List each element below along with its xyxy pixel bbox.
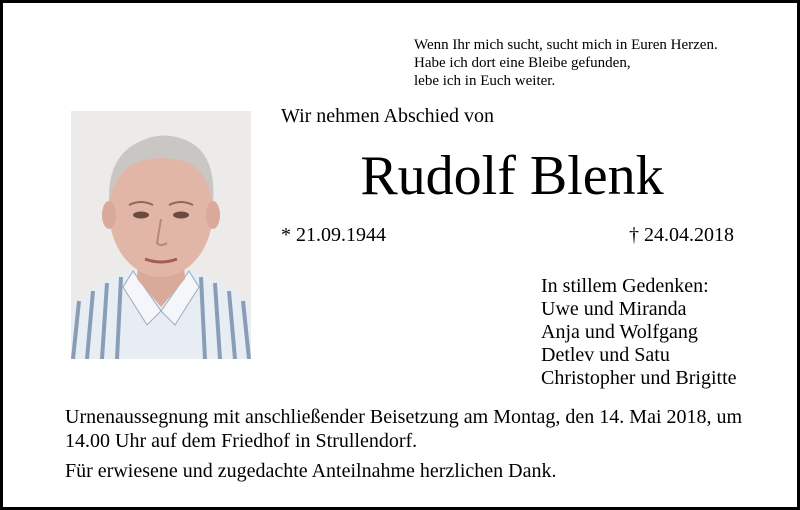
birth-date: * 21.09.1944 — [281, 224, 386, 246]
mourners-list — [541, 275, 737, 390]
death-date: † 24.04.2018 — [629, 224, 734, 246]
poem-line: lebe ich in Euch weiter. — [414, 73, 556, 89]
mourners-line: Uwe und Miranda — [541, 298, 687, 320]
poem-line: Wenn Ihr mich sucht, sucht mich in Euren Herzen. — [414, 37, 718, 53]
mourners-line: Christopher und Brigitte — [541, 367, 737, 389]
ceremony-details — [65, 405, 765, 453]
deceased-name: Rudolf Blenk — [360, 145, 664, 207]
poem-line: Habe ich dort eine Bleibe gefunden, — [414, 55, 631, 71]
mourners-line: Detlev und Satu — [541, 344, 670, 366]
portrait-illustration — [71, 111, 251, 359]
mourners-line: Anja und Wolfgang — [541, 321, 698, 343]
farewell-intro: Wir nehmen Abschied von — [281, 105, 495, 127]
thanks-note: Für erwiesene und zugedachte Anteilnahme herzlichen Dank. — [65, 460, 557, 482]
memorial-poem — [414, 36, 718, 90]
mourners-line: In stillem Gedenken: — [541, 275, 709, 297]
ceremony-line: Urnenaussegnung mit anschließender Beisetzung am Montag, den 14. Mai 2018, um — [65, 406, 743, 428]
ceremony-line: 14.00 Uhr auf dem Friedhof in Strullendorf. — [65, 430, 418, 452]
portrait-photo — [71, 111, 251, 359]
